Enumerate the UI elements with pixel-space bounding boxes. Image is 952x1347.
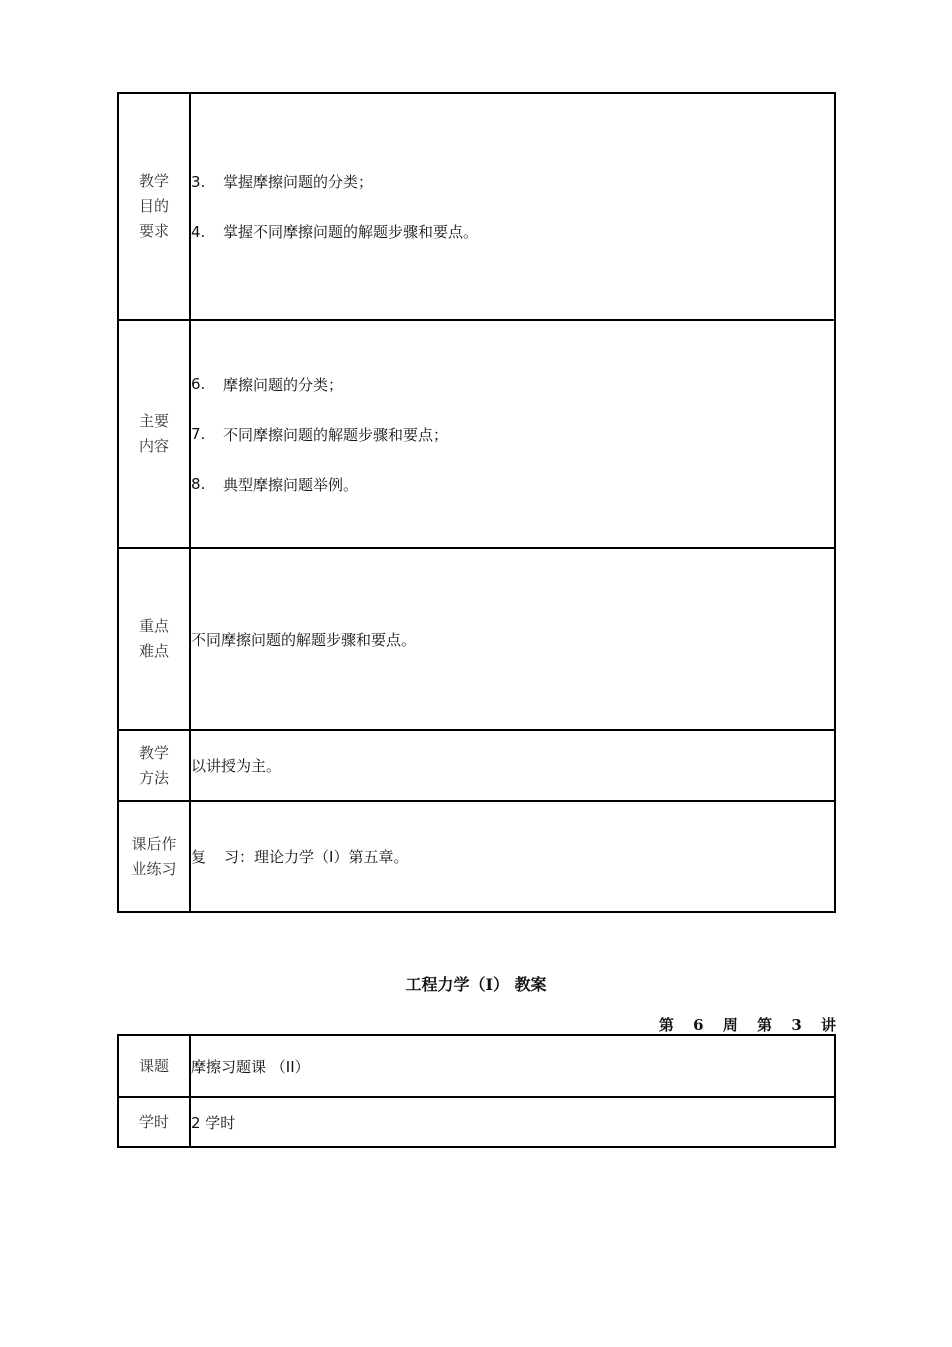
- homework-content: [190, 801, 835, 912]
- hours-row: [118, 1097, 835, 1147]
- homework-row: [118, 801, 835, 912]
- hours-label: 学时: [118, 1097, 190, 1147]
- method-content: 以讲授为主。: [190, 730, 835, 801]
- lecture-word-2: 讲: [820, 1016, 836, 1034]
- hours-value: 2 学时: [190, 1097, 835, 1147]
- list-item: 8. 典型摩擦问题举例。: [191, 475, 359, 494]
- method-label: 教学 方法: [118, 730, 190, 801]
- list-item: 4. 掌握不同摩擦问题的解题步骤和要点。: [191, 222, 479, 241]
- key-points-row: [118, 548, 835, 730]
- lecture-number: 3: [791, 1016, 802, 1034]
- topic-label: 课题: [118, 1035, 190, 1097]
- main-content-content: [190, 320, 835, 548]
- key-points-content: 不同摩擦问题的解题步骤和要点。: [190, 548, 835, 730]
- objectives-content: [190, 93, 835, 320]
- main-content-row: [118, 320, 835, 548]
- lesson-plan-table: [117, 92, 836, 913]
- homework-prefix-a: 复: [191, 848, 207, 866]
- list-item: 6. 摩擦问题的分类；: [191, 375, 344, 394]
- topic-row: [118, 1035, 835, 1097]
- list-item: 3. 掌握摩擦问题的分类；: [191, 172, 374, 191]
- homework-prefix-b: 习：: [224, 848, 255, 866]
- lesson-title: 工程力学（I） 教案: [405, 975, 547, 994]
- course-info-table: [117, 1034, 836, 1148]
- objectives-row: [118, 93, 835, 320]
- week-word-1: 第: [658, 1016, 674, 1034]
- objectives-label: 教学 目的 要求: [118, 93, 190, 320]
- method-row: [118, 730, 835, 801]
- week-word-2: 周: [722, 1016, 738, 1034]
- homework-label: 课后作 业练习: [118, 801, 190, 912]
- homework-text: 理论力学（I）第五章。: [254, 848, 409, 866]
- week-lecture-line: [659, 1014, 836, 1035]
- list-item: 7. 不同摩擦问题的解题步骤和要点；: [191, 425, 449, 444]
- topic-value: 摩擦习题课 （II）: [190, 1035, 835, 1097]
- key-points-label: 重点 难点: [118, 548, 190, 730]
- week-number: 6: [693, 1016, 704, 1034]
- lecture-word-1: 第: [757, 1016, 773, 1034]
- main-content-label: 主要 内容: [118, 320, 190, 548]
